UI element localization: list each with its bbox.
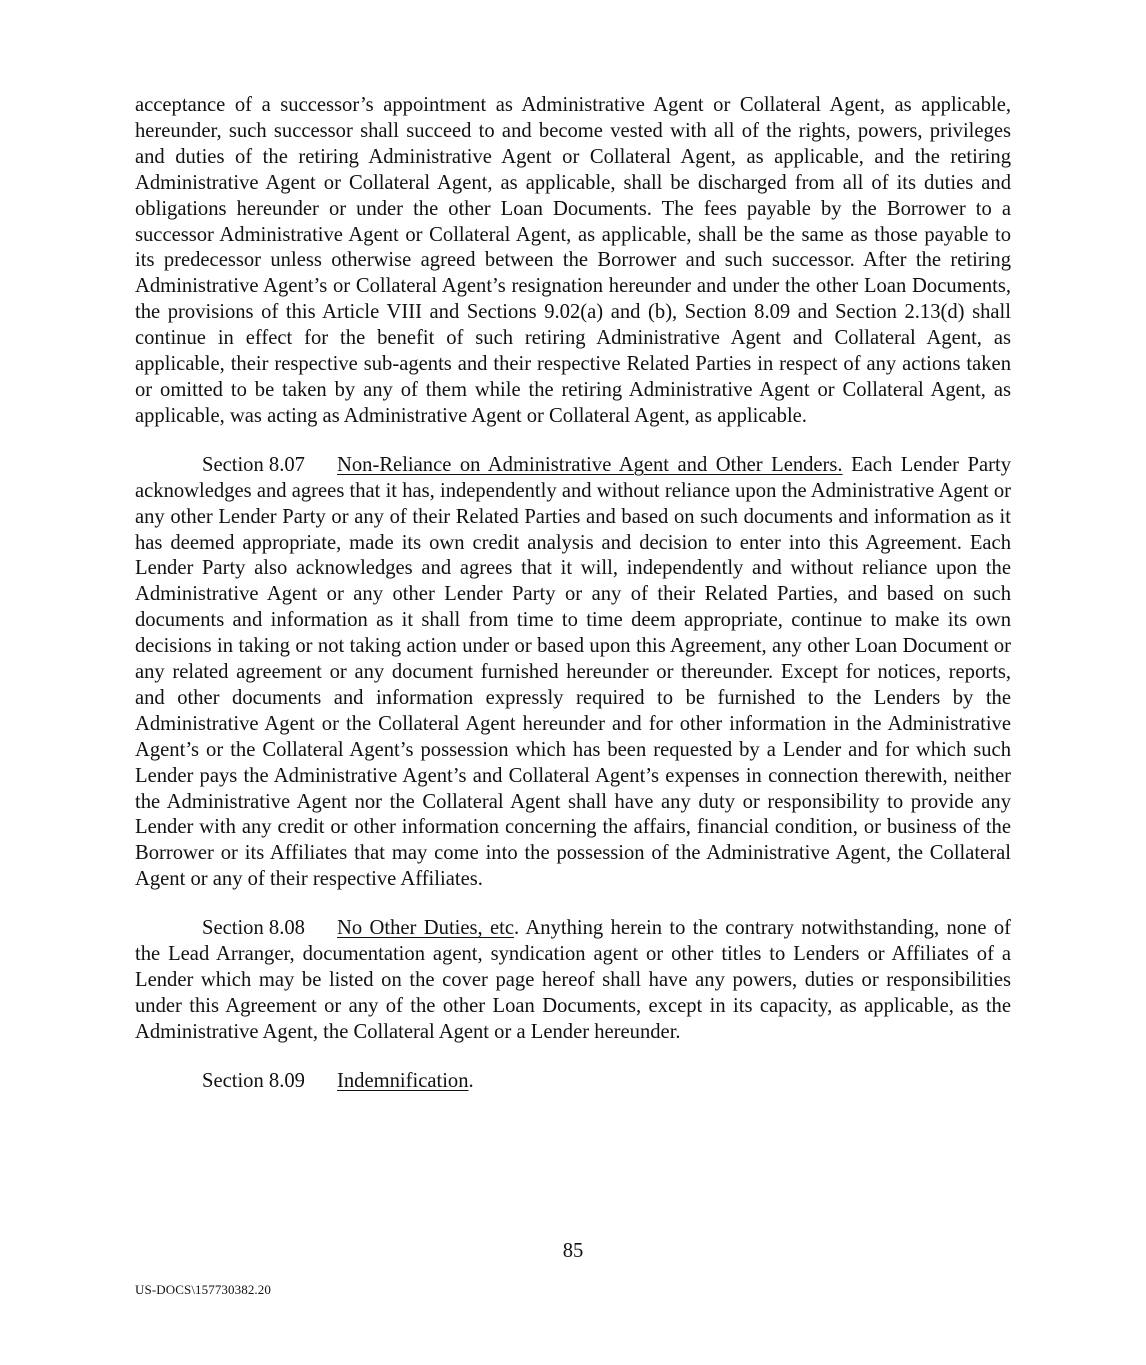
section-8-08-title: No Other Duties, etc <box>337 917 515 940</box>
page-number: 85 <box>562 1240 584 1262</box>
section-8-09-paragraph <box>135 1069 1011 1095</box>
section-8-07-title: Non-Reliance on Administrative Agent and Other Lenders. <box>337 453 843 476</box>
section-8-08-body: . Anything herein to the contrary notwithstanding, none of the Lead Arranger, documentation agent, syndication agent or other titles to Lenders or Affiliates of a Lender which may be listed on the cover page hereof shall have any powers, duties or responsibilities under this Agreement or any of the other Loan Documents, except in its capacity, as applicable, as the Administrative Agent, the Collateral Agent or a Lender hereunder. <box>135 917 1011 1043</box>
document-id: US-DOCS\157730382.20 <box>135 1282 271 1297</box>
section-8-09-body: . <box>468 1069 474 1092</box>
section-8-08-paragraph <box>135 916 1011 1046</box>
continuation-paragraph: acceptance of a successor’s appointment as Administrative Agent or Collateral Agent, as applicable, hereunder, such successor shall succeed to and become vested with all of the rights, powers, privileges and duties of the retiring Administrative Agent or Collateral Agent, as applicable, and the retiring Administrative Agent or Collateral Agent, as applicable, shall be discharged from all of its duties and obligations hereunder or under the other Loan Documents. The fees payable by the Borrower to a successor Administrative Agent or Collateral Agent, as applicable, shall be the same as those payable to its predecessor unless otherwise agreed between the Borrower and such successor. After the retiring Administrative Agent’s or Collateral Agent’s resignation hereunder and under the other Loan Documents, the provisions of this Article VIII and Sections 9.02(a) and (b), Section 8.09 and Section 2.13(d) shall continue in effect for the benefit of such retiring Administrative Agent and Collateral Agent, as applicable, their respective sub-agents and their respective Related Parties in respect of any actions taken or omitted to be taken by any of them while the retiring Administrative Agent or Collateral Agent, as applicable, was acting as Administrative Agent or Collateral Agent, as applicable. <box>135 94 1011 427</box>
section-8-09-title: Indemnification <box>337 1069 469 1092</box>
section-8-09-number: Section 8.09 <box>202 1069 305 1092</box>
section-8-08-number: Section 8.08 <box>202 917 305 940</box>
section-8-07-number: Section 8.07 <box>202 453 305 476</box>
section-8-07-paragraph <box>135 453 1011 893</box>
section-8-07-body: Each Lender Party acknowledges and agrees that it has, independently and without reliance upon the Administrative Agent or any other Lender Party or any of their Related Parties and based on such documents and information as it has deemed appropriate, made its own credit analysis and decision to enter into this Agreement. Each Lender Party also acknowledges and agrees that it will, independently and without reliance upon the Administrative Agent or any other Lender Party or any of their Related Parties, and based on such documents and information as it shall from time to time deem appropriate, continue to make its own decisions in taking or not taking action under or based upon this Agreement, any other Loan Document or any related agreement or any document furnished hereunder or thereunder. Except for notices, reports, and other documents and information expressly required to be furnished to the Lenders by the Administrative Agent or the Collateral Agent hereunder and for other information in the Administrative Agent’s or the Collateral Agent’s possession which has been requested by a Lender and for which such Lender pays the Administrative Agent’s and Collateral Agent’s expenses in connection therewith, neither the Administrative Agent nor the Collateral Agent shall have any duty or responsibility to provide any Lender with any credit or other information concerning the affairs, financial condition, or business of the Borrower or its Affiliates that may come into the possession of the Administrative Agent, the Collateral Agent or any of their respective Affiliates. <box>135 453 1011 891</box>
document-page <box>135 93 1011 1095</box>
